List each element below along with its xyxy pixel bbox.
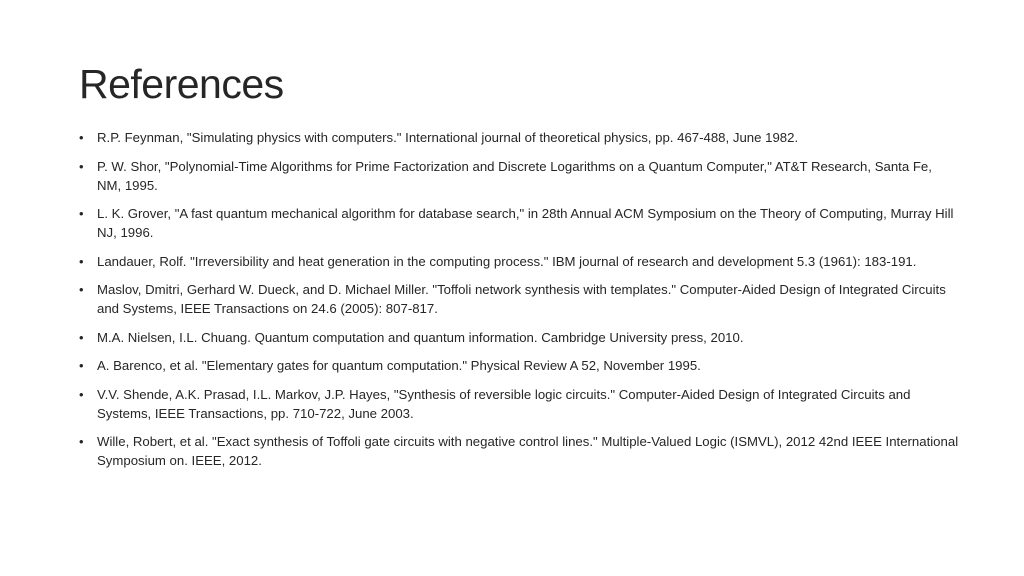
bullet-icon: • [79,158,84,174]
bullet-icon: • [79,386,84,402]
bullet-icon: • [79,329,84,345]
references-list [79,128,959,480]
reference-text: A. Barenco, et al. "Elementary gates for quantum computation." Physical Review A 52, November 1995. [97,358,701,373]
reference-item [79,157,959,195]
reference-text: V.V. Shende, A.K. Prasad, I.L. Markov, J.P. Hayes, "Synthesis of reversible logic circuits." Computer-Aided Design of Integrated Circuits and Systems, IEEE Transactions, pp. 710-722, June 2003. [97,386,911,421]
bullet-icon: • [79,358,84,373]
reference-text: P. W. Shor, "Polynomial-Time Algorithms for Prime Factorization and Discrete Logarithms on a Quantum Computer," AT&T Research, Santa Fe, NM, 1995. [97,158,932,193]
slide-title: References [79,61,284,107]
reference-item [79,204,959,242]
reference-item [79,432,959,470]
reference-item [79,128,959,147]
reference-item [79,252,959,271]
bullet-icon: • [79,434,84,449]
reference-text: R.P. Feynman, "Simulating physics with computers." International journal of theoretical physics, pp. 467-488, June 1982. [97,130,799,145]
reference-item [79,385,959,423]
reference-item [79,328,959,347]
reference-item [79,356,959,375]
reference-text: L. K. Grover, "A fast quantum mechanical algorithm for database search," in 28th Annual ACM Symposium on the Theory of Computing, Murray Hill NJ, 1996. [97,206,954,240]
reference-text: Landauer, Rolf. "Irreversibility and heat generation in the computing process." IBM journal of research and development 5.3 (1961): 183-191. [97,253,917,269]
reference-text: Wille, Robert, et al. "Exact synthesis of Toffoli gate circuits with negative control lines." Multiple-Valued Logic (ISMVL), 2012 42nd IEEE International Symposium on. IEEE, 2012. [97,434,959,468]
bullet-icon: • [79,130,84,145]
reference-text: M.A. Nielsen, I.L. Chuang. Quantum computation and quantum information. Cambridge University press, 2010. [97,329,744,345]
bullet-icon: • [79,282,84,297]
reference-item [79,280,959,318]
bullet-icon: • [79,253,84,269]
bullet-icon: • [79,206,84,221]
reference-text: Maslov, Dmitri, Gerhard W. Dueck, and D. Michael Miller. "Toffoli network synthesis with templates." Computer-Aided Design of Integrated Circuits and Systems, IEEE Transactions on 24.6 (2005): 807-817. [97,282,946,316]
